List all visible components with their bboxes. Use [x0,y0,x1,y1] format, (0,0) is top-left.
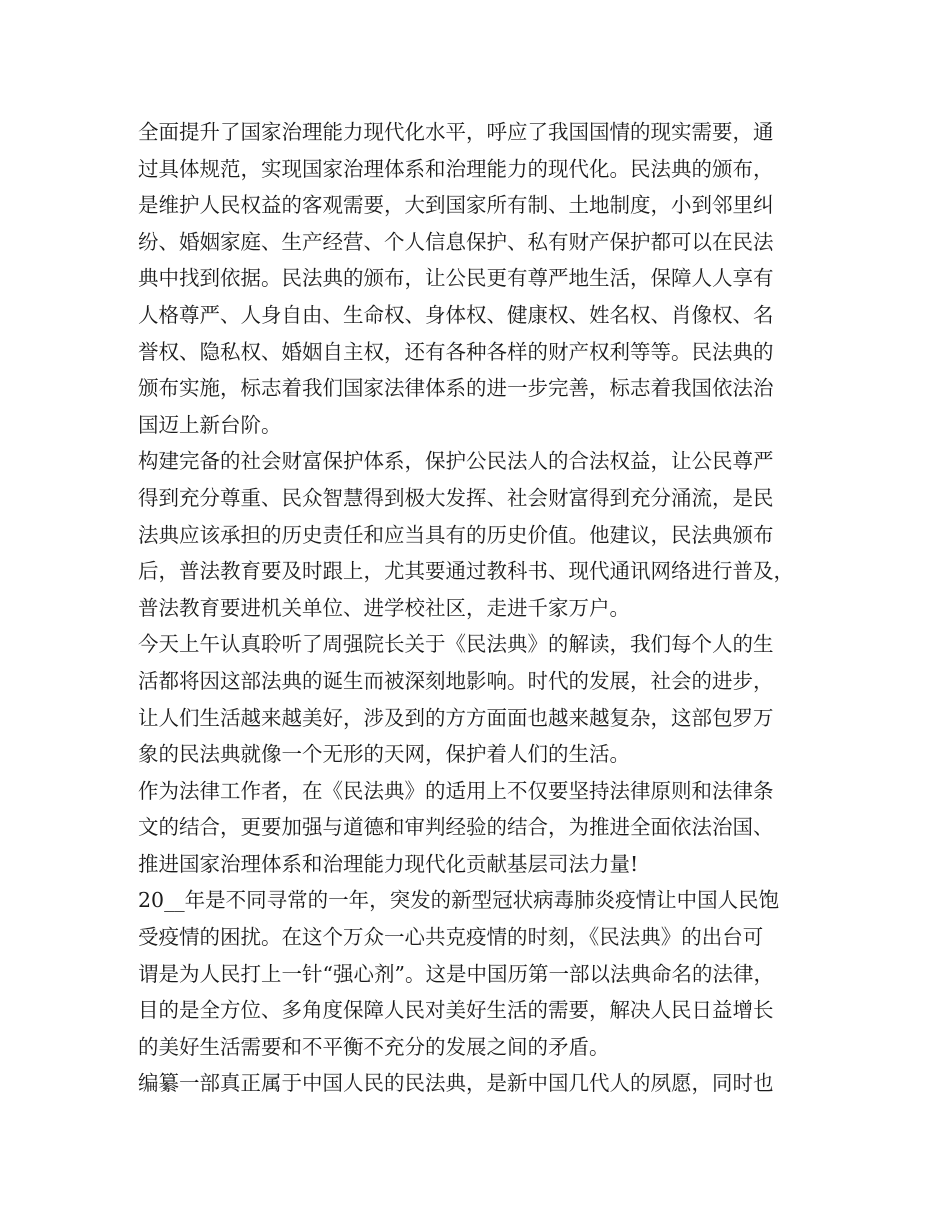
text-line: 构建完备的社会财富保护体系，保护公民法人的合法权益，让公民尊严 [138,449,774,474]
text-line: 誉权、隐私权、婚姻自主权，还有各种各样的财产权利等等。民法典的 [138,339,774,364]
text-line: 法典应该承担的历史责任和应当具有的历史价值。他建议，民法典颁布 [138,522,774,547]
text-line: 国迈上新台阶。 [138,412,282,437]
text-line: 人格尊严、人身自由、生命权、身体权、健康权、姓名权、肖像权、名 [138,302,774,327]
text-line: 过具体规范，实现国家治理体系和治理能力的现代化。民法典的颁布， [138,156,774,181]
text-line: 目的是全方位、多角度保障人民对美好生活的需要，解决人民日益增长 [138,998,774,1023]
text-line: 推进国家治理体系和治理能力现代化贡献基层司法力量! [138,851,639,876]
text-line: 让人们生活越来越美好，涉及到的方方面面也越来越复杂，这部包罗万 [138,705,774,730]
text-line: 得到充分尊重、民众智慧得到极大发挥、社会财富得到充分涌流，是民 [138,485,774,510]
text-line: 的美好生活需要和不平衡不充分的发展之间的矛盾。 [138,1034,610,1059]
text-line: 作为法律工作者，在《民法典》的适用上不仅要坚持法律原则和法律条 [138,778,774,803]
text-line: 谓是为人民打上一针“强心剂”。这是中国历第一部以法典命名的法律， [138,961,774,986]
text-line: 典中找到依据。民法典的颁布，让公民更有尊严地生活，保障人人享有 [138,266,774,291]
text-line: 今天上午认真聆听了周强院长关于《民法典》的解读，我们每个人的生 [138,632,774,657]
document-body [138,114,828,1102]
text-line: 受疫情的困扰。在这个万众一心共克疫情的时刻，《民法典》的出台可 [138,925,764,950]
text-line: 全面提升了国家治理能力现代化水平，呼应了我国国情的现实需要，通 [138,120,774,144]
text-line: 普法教育要进机关单位、进学校社区，走进千家万户。 [138,595,630,620]
text-line: 是维护人民权益的客观需要，大到国家所有制、土地制度，小到邻里纠 [138,193,774,218]
text-line: 活都将因这部法典的诞生而被深刻地影响。时代的发展，社会的进步， [138,668,774,693]
text-line: 象的民法典就像一个无形的天网，保护着人们的生活。 [138,742,630,767]
text-line: 编纂一部真正属于中国人民的民法典，是新中国几代人的夙愿，同时也 [138,1071,774,1096]
text-line: 纷、婚姻家庭、生产经营、个人信息保护、私有财产保护都可以在民法 [138,229,774,254]
text-line: 颁布实施，标志着我们国家法律体系的进一步完善，标志着我国依法治 [138,376,774,401]
text-line: 后，普法教育要及时跟上，尤其要通过教科书、现代通讯网络进行普及， [138,559,794,584]
text-line: 文的结合，更要加强与道德和审判经验的结合，为推进全面依法治国、 [138,815,774,840]
text-line: 20__年是不同寻常的一年，突发的新型冠状病毒肺炎疫情让中国人民饱 [138,888,780,913]
